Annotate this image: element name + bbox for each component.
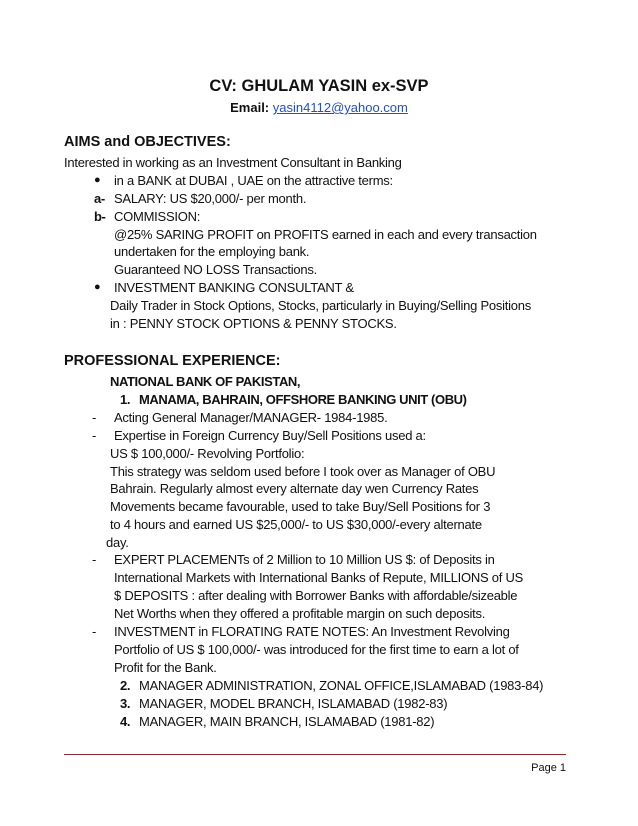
experience-line: This strategy was seldom used before I took over as Manager of OBU: [110, 464, 496, 479]
position-title: MANAGER, MODEL BRANCH, ISLAMABAD (1982-83): [139, 696, 448, 711]
experience-line: day.: [106, 535, 129, 550]
experience-item: Acting General Manager/MANAGER- 1984-1985.: [114, 410, 388, 425]
experience-item: EXPERT PLACEMENTs of 2 Million to 10 Million US $: of Deposits in: [114, 552, 495, 567]
dash-marker: -: [92, 410, 97, 425]
experience-line: $ DEPOSITS : after dealing with Borrower Banks with affordable/sizeable: [114, 588, 518, 603]
item-b-line: @25% SARING PROFIT on PROFITS earned in each and every transaction: [114, 227, 537, 242]
aims-bullet2-line: in : PENNY STOCK OPTIONS & PENNY STOCKS.: [110, 316, 397, 331]
item-a-text: SALARY: US $20,000/- per month.: [114, 191, 307, 206]
bullet-dot: ●: [94, 281, 101, 293]
item-a-marker: a-: [94, 191, 105, 206]
experience-line: US $ 100,000/- Revolving Portfolio:: [110, 446, 305, 461]
position-title: MANAGER, MAIN BRANCH, ISLAMABAD (1981-82): [139, 714, 435, 729]
experience-line: Net Worths when they offered a profitable margin on such deposits.: [114, 606, 486, 621]
employer-name: NATIONAL BANK OF PAKISTAN,: [110, 374, 301, 389]
item-b-marker: b-: [94, 209, 106, 224]
item-b-line: Guaranteed NO LOSS Transactions.: [114, 262, 317, 277]
footer-divider: [64, 754, 566, 755]
position-title: MANAGER ADMINISTRATION, ZONAL OFFICE,ISLAMABAD (1983-84): [139, 678, 544, 693]
position-number: 4.: [120, 714, 131, 729]
aims-heading: AIMS and OBJECTIVES:: [64, 134, 231, 150]
position-number: 2.: [120, 678, 131, 693]
dash-marker: -: [92, 624, 97, 639]
page-number: Page 1: [531, 762, 566, 774]
position-title: MANAMA, BAHRAIN, OFFSHORE BANKING UNIT (OBU): [139, 392, 467, 407]
cv-title: CV: GHULAM YASIN ex-SVP: [209, 77, 429, 95]
experience-item: Expertise in Foreign Currency Buy/Sell Positions used a:: [114, 428, 426, 443]
experience-line: to 4 hours and earned US $25,000/- to US $30,000/-every alternate: [110, 517, 482, 532]
position-number: 1.: [120, 392, 131, 407]
experience-line: Portfolio of US $ 100,000/- was introduced for the first time to earn a lot of: [114, 642, 519, 657]
email-label: Email:: [230, 100, 270, 115]
experience-heading: PROFESSIONAL EXPERIENCE:: [64, 353, 281, 369]
experience-line: International Markets with International Banks of Repute, MILLIONS of US: [114, 570, 524, 585]
aims-bullet2: INVESTMENT BANKING CONSULTANT &: [114, 280, 354, 295]
email-link[interactable]: yasin4112@yahoo.com: [272, 100, 408, 115]
bullet-dot: ●: [94, 174, 101, 186]
item-b-text: COMMISSION:: [114, 209, 201, 224]
experience-item: INVESTMENT in FLORATING RATE NOTES: An Investment Revolving: [114, 624, 510, 639]
aims-bullet1: in a BANK at DUBAI , UAE on the attractive terms:: [114, 173, 393, 188]
experience-line: Profit for the Bank.: [114, 660, 217, 675]
aims-intro: Interested in working as an Investment Consultant in Banking: [64, 155, 402, 170]
experience-line: Movements became favourable, used to take Buy/Sell Positions for 3: [110, 499, 491, 514]
aims-bullet2-line: Daily Trader in Stock Options, Stocks, particularly in Buying/Selling Positions: [110, 298, 531, 313]
item-b-line: undertaken for the employing bank.: [114, 244, 310, 259]
email-line: [0, 100, 638, 115]
position-number: 3.: [120, 696, 131, 711]
dash-marker: -: [92, 428, 97, 443]
dash-marker: -: [92, 552, 97, 567]
experience-line: Bahrain. Regularly almost every alternate day wen Currency Rates: [110, 481, 479, 496]
